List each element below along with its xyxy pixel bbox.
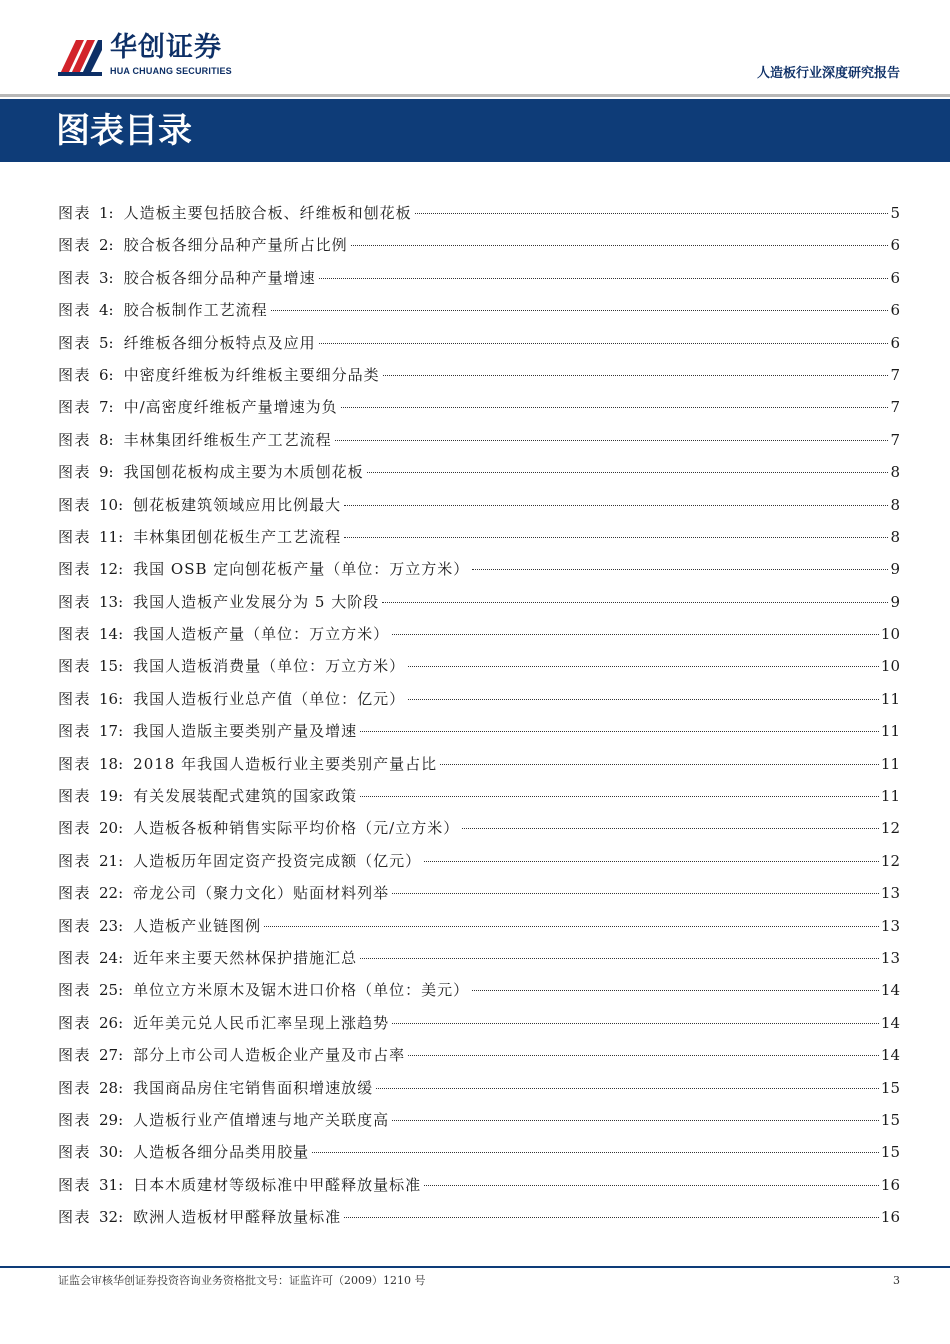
toc-entry[interactable]	[58, 651, 900, 683]
dot-leader	[440, 764, 879, 765]
report-title: 人造板行业深度研究报告	[756, 66, 900, 81]
dot-leader	[415, 213, 889, 214]
toc-entry-title: 欧洲人造板材甲醛释放量标准	[133, 1208, 342, 1227]
toc-entry-label: 图表	[58, 657, 92, 676]
toc-entry-label: 图表	[58, 787, 92, 806]
toc-entry-title: 近年来主要天然林保护措施汇总	[133, 948, 358, 967]
dot-leader	[344, 537, 888, 538]
toc-entry-label: 图表	[58, 365, 92, 384]
toc-entry-page: 11	[880, 754, 900, 773]
toc-entry-title: 中密度纤维板为纤维板主要细分品类	[123, 365, 380, 384]
toc-entry-label: 图表	[58, 204, 92, 222]
dot-leader	[408, 666, 879, 667]
dot-leader	[382, 602, 888, 603]
toc-entry-number: 29:	[99, 1110, 124, 1129]
toc-entry-label: 图表	[58, 689, 92, 708]
toc-entry-number: 16:	[99, 689, 124, 708]
toc-entry-title: 单位立方米原木及锯木进口价格（单位：美元）	[133, 981, 470, 1000]
toc-entry-number: 1:	[99, 204, 114, 222]
toc-entry-number: 25:	[99, 981, 124, 1000]
dot-leader	[312, 1152, 879, 1153]
toc-entry-number: 13:	[99, 592, 124, 611]
toc-entry-label: 图表	[58, 1175, 92, 1194]
dot-leader	[264, 926, 879, 927]
dot-leader	[462, 828, 879, 829]
dot-leader	[344, 1217, 879, 1218]
toc-entry-page: 11	[880, 689, 900, 708]
toc-entry-page: 11	[880, 722, 900, 741]
toc-entry-label: 图表	[58, 268, 92, 287]
toc-entry-page: 10	[880, 625, 900, 644]
toc-entry-label: 图表	[58, 851, 92, 870]
toc-entry[interactable]	[58, 554, 900, 586]
toc-entry-label: 图表	[58, 495, 92, 514]
logo-english-name: HUA CHUANG SECURITIES	[110, 66, 232, 76]
toc-entry-page: 9	[890, 560, 900, 579]
dot-leader	[360, 796, 879, 797]
header-divider	[0, 94, 950, 97]
toc-entry-number: 24:	[99, 948, 124, 967]
toc-entry-number: 32:	[99, 1208, 124, 1227]
toc-entry[interactable]	[58, 587, 900, 619]
dot-leader	[335, 440, 889, 441]
toc-entry-number: 5:	[99, 333, 114, 352]
toc-entry-title: 胶合板各细分品种产量增速	[123, 268, 316, 287]
toc-entry-page: 15	[880, 1143, 900, 1162]
toc-entry-title: 有关发展装配式建筑的国家政策	[133, 787, 358, 806]
toc-entry-label: 图表	[58, 592, 92, 611]
toc-entry-label: 图表	[58, 333, 92, 352]
dot-leader	[344, 505, 888, 506]
toc-entry-number: 17:	[99, 722, 124, 741]
toc-entry-page: 5	[890, 204, 900, 222]
toc-entry-title: 2018 年我国人造板行业主要类别产量占比	[133, 754, 438, 773]
toc-entry[interactable]	[58, 943, 900, 975]
toc-entry-number: 7:	[99, 398, 114, 417]
toc-entry[interactable]	[58, 781, 900, 813]
toc-entry-page: 6	[890, 236, 900, 255]
toc-entry-title: 日本木质建材等级标准中甲醛释放量标准	[133, 1175, 422, 1194]
toc-entry-page: 9	[890, 592, 900, 611]
toc-entry-title: 我国人造板行业总产值（单位：亿元）	[133, 689, 406, 708]
toc-entry-number: 19:	[99, 787, 124, 806]
toc-entry-label: 图表	[58, 430, 92, 449]
toc-entry-page: 12	[880, 819, 900, 838]
toc-entry[interactable]	[58, 392, 900, 424]
toc-entry-number: 15:	[99, 657, 124, 676]
toc-entry[interactable]	[58, 360, 900, 392]
toc-entry-number: 11:	[99, 527, 124, 546]
toc-entry-page: 6	[890, 301, 900, 320]
logo-chinese-name: 华创证券	[110, 32, 222, 63]
toc-entry[interactable]	[58, 684, 900, 716]
dot-leader	[376, 1088, 879, 1089]
dot-leader	[351, 245, 889, 246]
page-header	[0, 0, 950, 92]
toc-entry-title: 我国人造版主要类别产量及增速	[133, 722, 358, 741]
toc-entry-page: 14	[880, 1013, 900, 1032]
toc-entry-label: 图表	[58, 527, 92, 546]
toc-entry-title: 刨花板建筑领域应用比例最大	[133, 495, 342, 514]
hua-chuang-logo-icon	[58, 32, 102, 76]
dot-leader	[424, 861, 879, 862]
toc-entry-label: 图表	[58, 398, 92, 417]
toc-entry-number: 27:	[99, 1046, 124, 1065]
toc-entry-title: 人造板产业链图例	[133, 916, 262, 935]
toc-entry[interactable]	[58, 1040, 900, 1072]
toc-entry-label: 图表	[58, 625, 92, 644]
toc-entry-title: 人造板各板种销售实际平均价格（元/立方米）	[133, 819, 460, 838]
section-banner	[0, 99, 950, 162]
toc-entry-label: 图表	[58, 754, 92, 773]
dot-leader	[472, 990, 879, 991]
toc-entry-title: 我国商品房住宅销售面积增速放缓	[133, 1078, 374, 1097]
toc-entry-title: 胶合板各细分品种产量所占比例	[123, 236, 348, 255]
dot-leader	[360, 958, 879, 959]
toc-entry-title: 帝龙公司（聚力文化）贴面材料列举	[133, 884, 390, 903]
toc-entry-page: 16	[880, 1175, 900, 1194]
toc-entry-number: 26:	[99, 1013, 124, 1032]
toc-entry-label: 图表	[58, 819, 92, 838]
toc-entry-label: 图表	[58, 560, 92, 579]
toc-entry-title: 人造板主要包括胶合板、纤维板和刨花板	[123, 204, 412, 222]
toc-entry-page: 14	[880, 1046, 900, 1065]
toc-entry-page: 8	[890, 495, 900, 514]
toc-entry[interactable]	[58, 619, 900, 651]
toc-entry-title: 我国刨花板构成主要为木质刨花板	[123, 463, 364, 482]
toc-entry-title: 丰林集团刨花板生产工艺流程	[133, 527, 342, 546]
toc-entry-number: 6:	[99, 365, 114, 384]
toc-entry-number: 2:	[99, 236, 114, 255]
toc-entry-title: 胶合板制作工艺流程	[123, 301, 268, 320]
toc-entry[interactable]	[58, 328, 900, 360]
toc-entry-label: 图表	[58, 948, 92, 967]
toc-entry-page: 15	[880, 1078, 900, 1097]
toc-entry-title: 部分上市公司人造板企业产量及市占率	[133, 1046, 406, 1065]
toc-entry-page: 6	[890, 268, 900, 287]
toc-entry-page: 12	[880, 851, 900, 870]
toc-entry-label: 图表	[58, 916, 92, 935]
toc-entry[interactable]	[58, 846, 900, 878]
toc-entry-label: 图表	[58, 236, 92, 255]
toc-entry[interactable]	[58, 975, 900, 1007]
toc-entry[interactable]	[58, 457, 900, 489]
toc-entry-label: 图表	[58, 1208, 92, 1227]
toc-entry-number: 18:	[99, 754, 124, 773]
dot-leader	[319, 278, 889, 279]
toc-entry-number: 8:	[99, 430, 114, 449]
dot-leader	[319, 343, 889, 344]
toc-entry[interactable]	[58, 230, 900, 262]
toc-entry-page: 7	[890, 430, 900, 449]
toc-entry-page: 15	[880, 1110, 900, 1129]
dot-leader	[392, 1023, 879, 1024]
toc-entry[interactable]	[58, 813, 900, 845]
toc-entry-number: 4:	[99, 301, 114, 320]
toc-entry-page: 11	[880, 787, 900, 806]
toc-entry-title: 近年美元兑人民币汇率呈现上涨趋势	[133, 1013, 390, 1032]
toc-entry-page: 8	[890, 463, 900, 482]
toc-entry-number: 21:	[99, 851, 124, 870]
toc-entry-page: 16	[880, 1208, 900, 1227]
toc-entry-page: 8	[890, 527, 900, 546]
toc-entry-number: 14:	[99, 625, 124, 644]
toc-entry[interactable]	[58, 716, 900, 748]
toc-entry[interactable]	[58, 1008, 900, 1040]
dot-leader	[408, 699, 879, 700]
toc-entry-label: 图表	[58, 1013, 92, 1032]
dot-leader	[392, 634, 879, 635]
dot-leader	[383, 375, 889, 376]
toc-entry-title: 纤维板各细分板特点及应用	[123, 333, 316, 352]
toc-entry-page: 6	[890, 333, 900, 352]
toc-entry-label: 图表	[58, 301, 92, 320]
toc-entry[interactable]	[58, 425, 900, 457]
toc-entry[interactable]	[58, 1073, 900, 1105]
toc-entry-title: 人造板历年固定资产投资完成额（亿元）	[133, 851, 422, 870]
toc-entry[interactable]	[58, 1137, 900, 1169]
toc-entry-number: 12:	[99, 560, 124, 579]
toc-entry-number: 28:	[99, 1078, 124, 1097]
dot-leader	[472, 569, 888, 570]
dot-leader	[392, 1120, 879, 1121]
dot-leader	[360, 731, 879, 732]
toc-entry-number: 3:	[99, 268, 114, 287]
toc-entry-title: 我国人造板消费量（单位：万立方米）	[133, 657, 406, 676]
toc-entry-page: 13	[880, 948, 900, 967]
toc-entry[interactable]	[58, 878, 900, 910]
section-title: 图表目录	[56, 111, 192, 151]
toc-entry-label: 图表	[58, 722, 92, 741]
figure-list	[58, 198, 900, 1235]
toc-entry-title: 人造板行业产值增速与地产关联度高	[133, 1110, 390, 1129]
dot-leader	[408, 1055, 879, 1056]
toc-entry[interactable]	[58, 490, 900, 522]
toc-entry[interactable]	[58, 522, 900, 554]
toc-entry-number: 20:	[99, 819, 124, 838]
toc-entry-page: 7	[890, 365, 900, 384]
toc-entry-page: 14	[880, 981, 900, 1000]
toc-entry-number: 10:	[99, 495, 124, 514]
toc-entry-label: 图表	[58, 1078, 92, 1097]
footer-divider	[0, 1266, 950, 1268]
dot-leader	[271, 310, 889, 311]
toc-entry-number: 9:	[99, 463, 114, 482]
toc-entry-page: 13	[880, 916, 900, 935]
dot-leader	[367, 472, 889, 473]
toc-entry[interactable]	[58, 911, 900, 943]
toc-entry-title: 人造板各细分品类用胶量	[133, 1143, 310, 1162]
toc-entry-number: 22:	[99, 884, 124, 903]
toc-entry-number: 31:	[99, 1175, 124, 1194]
toc-entry-title: 我国 OSB 定向刨花板产量（单位：万立方米）	[133, 560, 470, 579]
dot-leader	[392, 893, 879, 894]
toc-entry-label: 图表	[58, 1110, 92, 1129]
toc-entry-page: 13	[880, 884, 900, 903]
footer-disclaimer: 证监会审核华创证券投资咨询业务资格批文号：证监许可（2009）1210 号	[58, 1274, 426, 1287]
toc-entry[interactable]	[58, 1170, 900, 1202]
toc-entry[interactable]	[58, 295, 900, 327]
toc-entry[interactable]	[58, 198, 900, 230]
toc-entry[interactable]	[58, 1202, 900, 1234]
toc-entry-title: 中/高密度纤维板产量增速为负	[123, 398, 338, 417]
dot-leader	[341, 407, 889, 408]
page-number: 3	[893, 1274, 900, 1287]
toc-entry[interactable]	[58, 749, 900, 781]
toc-entry-number: 30:	[99, 1143, 124, 1162]
dot-leader	[424, 1185, 879, 1186]
toc-entry-label: 图表	[58, 981, 92, 1000]
toc-entry[interactable]	[58, 1105, 900, 1137]
toc-entry-title: 丰林集团纤维板生产工艺流程	[123, 430, 332, 449]
toc-entry-number: 23:	[99, 916, 124, 935]
toc-entry-label: 图表	[58, 1046, 92, 1065]
toc-entry-page: 10	[880, 657, 900, 676]
toc-entry-label: 图表	[58, 884, 92, 903]
toc-entry-label: 图表	[58, 463, 92, 482]
toc-entry-title: 我国人造板产量（单位：万立方米）	[133, 625, 390, 644]
toc-entry-page: 7	[890, 398, 900, 417]
toc-entry-label: 图表	[58, 1143, 92, 1162]
toc-entry[interactable]	[58, 263, 900, 295]
toc-entry-title: 我国人造板产业发展分为 5 大阶段	[133, 592, 380, 611]
